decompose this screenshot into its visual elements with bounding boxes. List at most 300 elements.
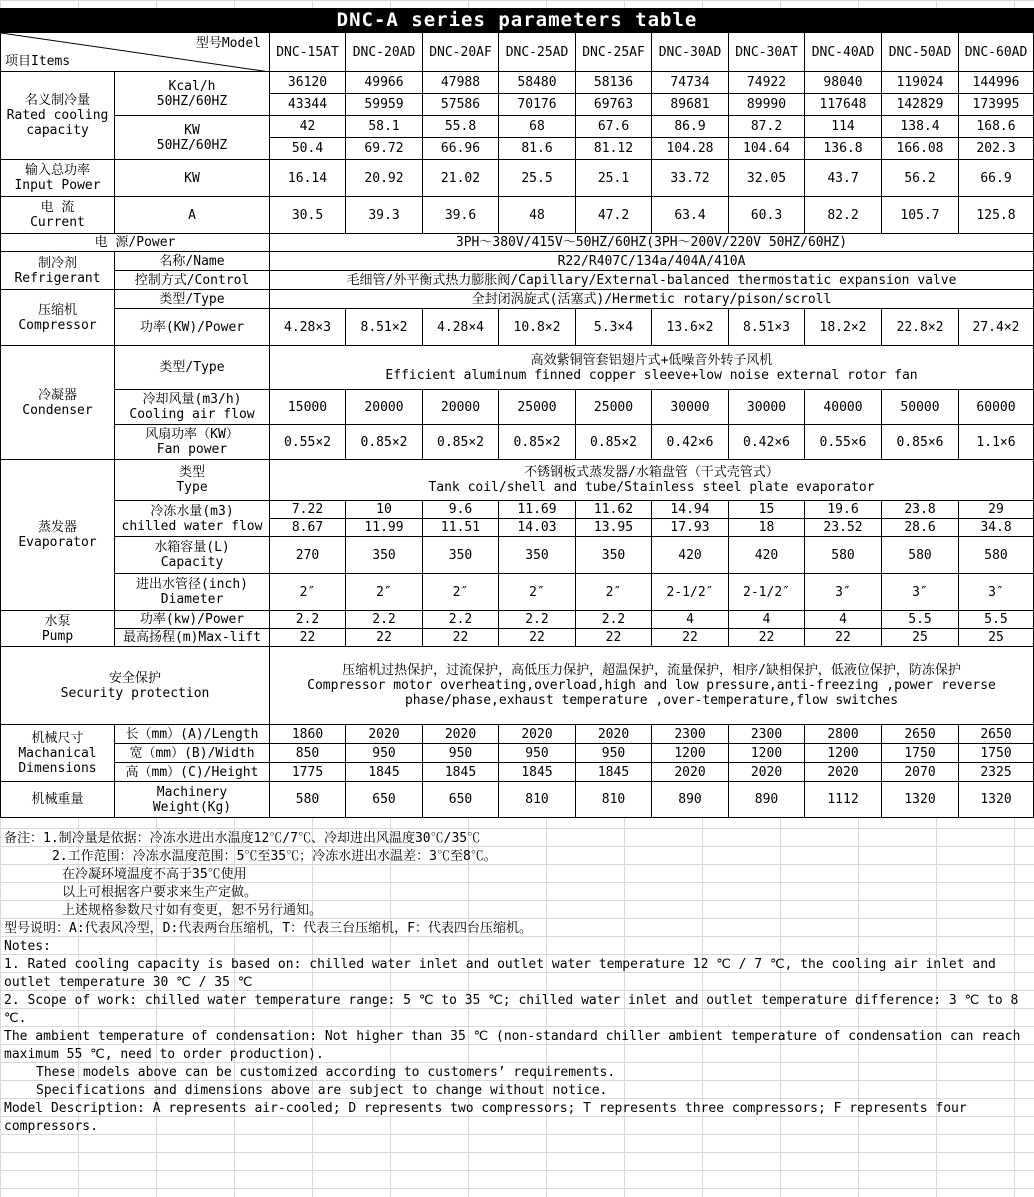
pump-label [1,611,115,647]
pump-label-line: Pump [41,628,74,644]
kcal-unit-label [115,72,270,116]
cooling-airflow-value: 30000 [729,390,805,425]
power-supply-row [1,234,1034,252]
chilled-water-flow-value: 15 [729,501,805,519]
kw-unit-label-line: KW [184,122,200,138]
input-power-label-line: Input Power [14,178,101,193]
evaporator-label [1,460,115,611]
refrigerant-control-label: 控制方式/Control [115,271,270,290]
evaporator-type-value-line: Tank coil/shell and tube/Stainless steel plate evaporator [428,480,875,495]
cooling-airflow-value: 20000 [346,390,423,425]
weight-value: 890 [729,782,805,818]
height-value: 2325 [959,763,1034,782]
cooling-airflow-value: 40000 [805,390,882,425]
kcal-50hz-value: 119024 [882,72,959,94]
kw-60hz-value: 81.12 [576,138,652,160]
security-value-line: 压缩机过热保护，过流保护，高低压力保护，超温保护，流量保护，相序/缺相保护，低液位保护，防冻保护 [342,663,961,678]
pipe-diameter-label-line: 进出水管径(inch) [136,577,248,592]
table-title: DNC-A series parameters table [0,8,1034,32]
refrigerant-control-row [1,271,1034,290]
kcal-60hz-value: 173995 [959,94,1034,116]
kcal-50hz-value: 36120 [270,72,346,94]
fan-power-label-line: 风扇功率（KW） [145,427,239,442]
kcal-60hz-value: 69763 [576,94,652,116]
tank-capacity-value: 580 [805,537,882,574]
notes-en-title: Notes: [4,939,51,954]
fan-power-value: 0.55×2 [270,425,346,460]
refrigerant-label-line: 制冷剂 [37,255,77,271]
evaporator-flow-50-row [1,501,1034,519]
note-en-3: The ambient temperature of condensation: Not higher than 35 ℃ (non-standard chiller ambient temperature of condensation can reach maximum 55 ℃, need to order production). [4,1029,1029,1062]
evaporator-diameter-row [1,574,1034,611]
security-label-line: 安全保护 [108,670,161,686]
tank-capacity-value: 350 [499,537,576,574]
note-cn-1: 备注：1.制冷量是依据：冷冻水进出水温度12℃/7℃、冷却进出风温度30℃/35℃ [4,831,481,846]
length-value: 2300 [729,725,805,744]
kcal-60hz-value: 89990 [729,94,805,116]
dimensions-label-line: 机械尺寸 [31,730,84,746]
current-label-line: 电 流 [40,200,75,215]
pipe-diameter-value: 2″ [499,574,576,611]
note-en-1: 1. Rated cooling capacity is based on: chilled water inlet and outlet water temperature 12 ℃ / 7 ℃, the cooling air inlet and outlet temperature 30 ℃ / 35 ℃ [4,957,1004,990]
tank-capacity-value: 350 [576,537,652,574]
security-value-line: Compressor motor overheating,overload,high and low pressure,anti-freezing ,power reverse phase/phase,exhaust temperature ,over-temperature,flow switches [307,678,996,708]
evaporator-type-label-line: 类型 [178,465,205,480]
weight-value: 890 [652,782,729,818]
pump-lift-label: 最高扬程(m)Max-lift [115,629,270,647]
kcal-60hz-value: 117648 [805,94,882,116]
model-name: DNC-30AT [729,33,805,72]
width-value: 1200 [805,744,882,763]
pump-power-value: 2.2 [499,611,576,629]
header-corner-cell [1,33,270,72]
fan-power-value: 0.85×2 [576,425,652,460]
kw-60hz-value: 50.4 [270,138,346,160]
weight-value: 1320 [882,782,959,818]
security-label [1,647,270,725]
fan-power-value: 1.1×6 [959,425,1034,460]
height-value: 2020 [729,763,805,782]
pump-lift-value: 22 [499,629,576,647]
tank-capacity-value: 350 [423,537,499,574]
kcal-unit-label-line: Kcal/h [168,78,216,94]
cooling-capacity-label-line: Rated cooling capacity [6,108,109,138]
chilled-water-flow-value: 8.67 [270,519,346,537]
pump-power-value: 2.2 [270,611,346,629]
pump-lift-value: 22 [423,629,499,647]
kcal-50hz-value: 49966 [346,72,423,94]
input-power-value: 20.92 [346,160,423,197]
refrigerant-name-value: R22/R407C/134a/404A/410A [270,252,1034,271]
input-power-value: 66.9 [959,160,1034,197]
compressor-power-value: 4.28×4 [423,309,499,346]
note-en-5: Specifications and dimensions above are subject to change without notice. [36,1083,608,1098]
length-value: 2650 [959,725,1034,744]
kw-60hz-value: 104.28 [652,138,729,160]
weight-value: 1320 [959,782,1034,818]
kw-unit-label [115,116,270,160]
height-value: 2020 [652,763,729,782]
kw-unit-label-line: 50HZ/60HZ [156,137,228,153]
fan-power-value: 0.42×6 [729,425,805,460]
parameters-table [0,32,1034,818]
condenser-fan-row [1,425,1034,460]
cooling-airflow-value: 25000 [576,390,652,425]
compressor-power-row [1,309,1034,346]
weight-row [1,782,1034,818]
chilled-water-flow-value: 13.95 [576,519,652,537]
evaporator-type-label-line: Type [176,480,208,495]
pump-lift-value: 25 [959,629,1034,647]
tank-capacity-label [115,537,270,574]
model-name: DNC-40AD [805,33,882,72]
current-value: 82.2 [805,197,882,234]
chilled-water-flow-value: 19.6 [805,501,882,519]
power-supply-label: 电 源/Power [1,234,270,252]
model-name: DNC-15AT [270,33,346,72]
pump-power-value: 5.5 [882,611,959,629]
compressor-label-line: 压缩机 [37,302,77,318]
compressor-type-row [1,290,1034,309]
width-value: 950 [423,744,499,763]
current-value: 30.5 [270,197,346,234]
kcal-50hz-value: 58136 [576,72,652,94]
input-power-value: 16.14 [270,160,346,197]
pipe-diameter-value: 2″ [423,574,499,611]
pump-lift-value: 22 [805,629,882,647]
refrigerant-label [1,252,115,290]
current-value: 105.7 [882,197,959,234]
kcal-50hz-value: 58480 [499,72,576,94]
notes-section [4,830,1030,1136]
cooling-airflow-label [115,390,270,425]
current-value: 60.3 [729,197,805,234]
condenser-type-label: 类型/Type [115,346,270,390]
model-header-label: 型号Model [195,36,261,51]
pump-lift-value: 22 [270,629,346,647]
input-power-label [1,160,115,197]
weight-value: 650 [346,782,423,818]
compressor-label-line: Compressor [18,317,97,333]
tank-capacity-value: 580 [959,537,1034,574]
refrigerant-name-row [1,252,1034,271]
length-value: 2650 [882,725,959,744]
pump-lift-value: 22 [576,629,652,647]
cooling-airflow-value: 15000 [270,390,346,425]
chilled-water-flow-value: 7.22 [270,501,346,519]
evaporator-type-label [115,460,270,501]
chilled-water-flow-value: 14.03 [499,519,576,537]
pipe-diameter-value: 3″ [805,574,882,611]
pipe-diameter-value: 2-1/2″ [729,574,805,611]
weight-value: 1112 [805,782,882,818]
pipe-diameter-label [115,574,270,611]
pipe-diameter-label-line: Diameter [160,592,224,607]
cooling-airflow-value: 20000 [423,390,499,425]
fan-power-value: 0.42×6 [652,425,729,460]
fan-power-value: 0.55×6 [805,425,882,460]
length-value: 2020 [499,725,576,744]
condenser-type-value-line: 高效紫铜管套铝翅片式+低噪音外转子风机 [530,352,773,368]
compressor-power-label: 功率(KW)/Power [115,309,270,346]
height-value: 2020 [805,763,882,782]
input-power-value: 21.02 [423,160,499,197]
length-value: 2300 [652,725,729,744]
current-row [1,197,1034,234]
dimension-length-row [1,725,1034,744]
length-value: 2020 [346,725,423,744]
current-label [1,197,115,234]
refrigerant-name-label: 名称/Name [115,252,270,271]
width-value: 950 [346,744,423,763]
compressor-label [1,290,115,346]
dimensions-label [1,725,115,782]
weight-value: 580 [270,782,346,818]
weight-value: 810 [499,782,576,818]
length-value: 2020 [576,725,652,744]
note-en-2: 2. Scope of work: chilled water temperature range: 5 ℃ to 35 ℃; chilled water inlet and outlet temperature difference: 3 ℃ to 8 ℃. [4,993,1027,1026]
kw-50hz-value: 87.2 [729,116,805,138]
pump-power-value: 4 [729,611,805,629]
pump-lift-row [1,629,1034,647]
chilled-water-flow-value: 18 [729,519,805,537]
height-value: 2070 [882,763,959,782]
input-power-row [1,160,1034,197]
model-name: DNC-50AD [882,33,959,72]
kw-50hz-value: 114 [805,116,882,138]
height-value: 1845 [499,763,576,782]
kcal-60hz-value: 59959 [346,94,423,116]
width-value: 1200 [729,744,805,763]
tank-capacity-value: 270 [270,537,346,574]
kcal-60hz-value: 89681 [652,94,729,116]
fan-power-value: 0.85×2 [499,425,576,460]
width-value: 850 [270,744,346,763]
kcal-50hz-value: 74922 [729,72,805,94]
kw-60hz-value: 136.8 [805,138,882,160]
pump-power-value: 2.2 [423,611,499,629]
pipe-diameter-value: 2″ [576,574,652,611]
model-name: DNC-20AF [423,33,499,72]
cooling-capacity-label [1,72,115,160]
compressor-power-value: 13.6×2 [652,309,729,346]
pipe-diameter-value: 2-1/2″ [652,574,729,611]
kw-50hz-value: 138.4 [882,116,959,138]
note-cn-4: 以上可根据客户要求来生产定做。 [62,885,258,900]
power-supply-value: 3PH～380V/415V～50HZ/60HZ(3PH～200V/220V 50HZ/60HZ) [270,234,1034,252]
note-en-4: These models above can be customized according to customers’ requirements. [36,1065,616,1080]
condenser-airflow-row [1,390,1034,425]
current-value: 39.6 [423,197,499,234]
condenser-type-row [1,346,1034,390]
current-value: 47.2 [576,197,652,234]
kw-50hz-value: 58.1 [346,116,423,138]
width-value: 1200 [652,744,729,763]
kw-60hz-value: 66.96 [423,138,499,160]
kw-50hz-value: 55.8 [423,116,499,138]
input-power-value: 33.72 [652,160,729,197]
pump-lift-value: 22 [729,629,805,647]
chilled-water-flow-value: 10 [346,501,423,519]
compressor-power-value: 8.51×3 [729,309,805,346]
pump-power-value: 2.2 [576,611,652,629]
tank-capacity-label-line: 水箱容量(L) [154,540,230,555]
model-name: DNC-25AD [499,33,576,72]
kcal-60hz-value: 142829 [882,94,959,116]
pump-power-value: 4 [652,611,729,629]
evaporator-type-value-line: 不锈钢板式蒸发器/水箱盘管（干式壳管式） [524,465,779,480]
width-value: 950 [499,744,576,763]
note-cn-2: 2.工作范围：冷冻水温度范围：5℃至35℃；冷冻水进出水温差：3℃至8℃。 [52,849,497,864]
kcal-60hz-value: 43344 [270,94,346,116]
compressor-power-value: 10.8×2 [499,309,576,346]
tank-capacity-value: 580 [882,537,959,574]
pipe-diameter-value: 2″ [270,574,346,611]
refrigerant-label-line: Refrigerant [14,270,101,286]
tank-capacity-value: 420 [652,537,729,574]
evaporator-label-line: Evaporator [18,535,97,550]
dimensions-label-line: Machanical [18,745,97,761]
kw-50hz-value: 67.6 [576,116,652,138]
cooling-airflow-value: 30000 [652,390,729,425]
note-cn-3: 在冷凝环境温度不高于35℃使用 [62,867,247,882]
model-name: DNC-25AF [576,33,652,72]
height-label: 高（mm）(C)/Height [115,763,270,782]
length-value: 2020 [423,725,499,744]
tank-capacity-value: 350 [346,537,423,574]
current-value: 39.3 [346,197,423,234]
weight-unit-label-line: Weight(Kg) [152,799,232,815]
evaporator-capacity-row [1,537,1034,574]
fan-power-value: 0.85×2 [423,425,499,460]
height-value: 1845 [576,763,652,782]
tank-capacity-label-line: Capacity [160,555,224,570]
current-value: 125.8 [959,197,1034,234]
condenser-type-value [270,346,1034,390]
weight-value: 650 [423,782,499,818]
pump-power-label: 功率(kw)/Power [115,611,270,629]
model-name: DNC-20AD [346,33,423,72]
pipe-diameter-value: 2″ [346,574,423,611]
condenser-label-line: 冷凝器 [37,387,77,403]
kcal-50hz-value: 98040 [805,72,882,94]
chilled-water-flow-value: 23.8 [882,501,959,519]
compressor-power-value: 22.8×2 [882,309,959,346]
kw-50hz-value: 42 [270,116,346,138]
dimension-height-row [1,763,1034,782]
items-header-label: 项目Items [5,54,71,69]
chilled-water-flow-value: 34.8 [959,519,1034,537]
pump-power-row [1,611,1034,629]
chilled-water-flow-value: 23.52 [805,519,882,537]
pump-power-value: 4 [805,611,882,629]
weight-unit-label-line: Machinery [156,784,228,800]
compressor-power-value: 5.3×4 [576,309,652,346]
weight-value: 810 [576,782,652,818]
kw-60hz-value: 81.6 [499,138,576,160]
chilled-water-flow-value: 11.99 [346,519,423,537]
chilled-water-flow-value: 11.51 [423,519,499,537]
cooling-capacity-label-line: 名义制冷量 [24,93,90,108]
kw-60hz-value: 104.64 [729,138,805,160]
height-value: 1845 [423,763,499,782]
compressor-type-value: 全封闭涡旋式(活塞式)/Hermetic rotary/pison/scroll [270,290,1034,309]
input-power-unit: KW [115,160,270,197]
dimension-width-row [1,744,1034,763]
fan-power-label [115,425,270,460]
evaporator-type-value [270,460,1034,501]
pump-lift-value: 22 [346,629,423,647]
input-power-value: 25.5 [499,160,576,197]
kw-60hz-value: 166.08 [882,138,959,160]
kw-60hz-value: 69.72 [346,138,423,160]
chilled-water-flow-label [115,501,270,537]
cooling-airflow-value: 60000 [959,390,1034,425]
cooling-airflow-label-line: 冷却风量(m3/h) [142,392,242,407]
current-value: 48 [499,197,576,234]
pump-power-value: 5.5 [959,611,1034,629]
pump-power-value: 2.2 [346,611,423,629]
length-label: 长（mm）(A)/Length [115,725,270,744]
condenser-label-line: Condenser [22,402,93,418]
tank-capacity-value: 420 [729,537,805,574]
kcal-50hz-value: 144996 [959,72,1034,94]
pipe-diameter-value: 3″ [882,574,959,611]
compressor-power-value: 27.4×2 [959,309,1034,346]
header-row [1,33,1034,72]
current-value: 63.4 [652,197,729,234]
compressor-power-value: 18.2×2 [805,309,882,346]
width-value: 1750 [959,744,1034,763]
cooling-kw-50-row [1,116,1034,138]
input-power-label-line: 输入总功率 [24,163,90,178]
kcal-50hz-value: 74734 [652,72,729,94]
kcal-unit-label-line: 50HZ/60HZ [156,93,228,109]
length-value: 1860 [270,725,346,744]
model-name: DNC-30AD [652,33,729,72]
pump-lift-value: 25 [882,629,959,647]
input-power-value: 25.1 [576,160,652,197]
chilled-water-flow-value: 9.6 [423,501,499,519]
width-value: 1750 [882,744,959,763]
height-value: 1775 [270,763,346,782]
chilled-water-flow-value: 11.69 [499,501,576,519]
compressor-power-value: 8.51×2 [346,309,423,346]
cooling-kcal-50-row [1,72,1034,94]
evaporator-type-row [1,460,1034,501]
condenser-type-value-line: Efficient aluminum finned copper sleeve+low noise external rotor fan [385,367,918,383]
current-label-line: Current [30,215,85,230]
kw-60hz-value: 202.3 [959,138,1034,160]
kw-50hz-value: 68 [499,116,576,138]
cooling-airflow-value: 25000 [499,390,576,425]
refrigerant-control-value: 毛细管/外平衡式热力膨胀阀/Capillary/External-balanced thermostatic expansion valve [270,271,1034,290]
model-name: DNC-60AD [959,33,1034,72]
chilled-water-flow-label-line: 冷冻水量(m3) [150,503,234,519]
kw-50hz-value: 86.9 [652,116,729,138]
kcal-60hz-value: 70176 [499,94,576,116]
weight-unit-label [115,782,270,818]
security-row [1,647,1034,725]
width-label: 宽（mm）(B)/Width [115,744,270,763]
pump-lift-value: 22 [652,629,729,647]
pipe-diameter-value: 3″ [959,574,1034,611]
note-cn-6: 型号说明：A:代表风冷型，D:代表两台压缩机，T：代表三台压缩机，F：代表四台压缩机。 [4,921,532,936]
pump-label-line: 水泵 [44,613,71,629]
height-value: 1845 [346,763,423,782]
current-unit: A [115,197,270,234]
compressor-power-value: 4.28×3 [270,309,346,346]
